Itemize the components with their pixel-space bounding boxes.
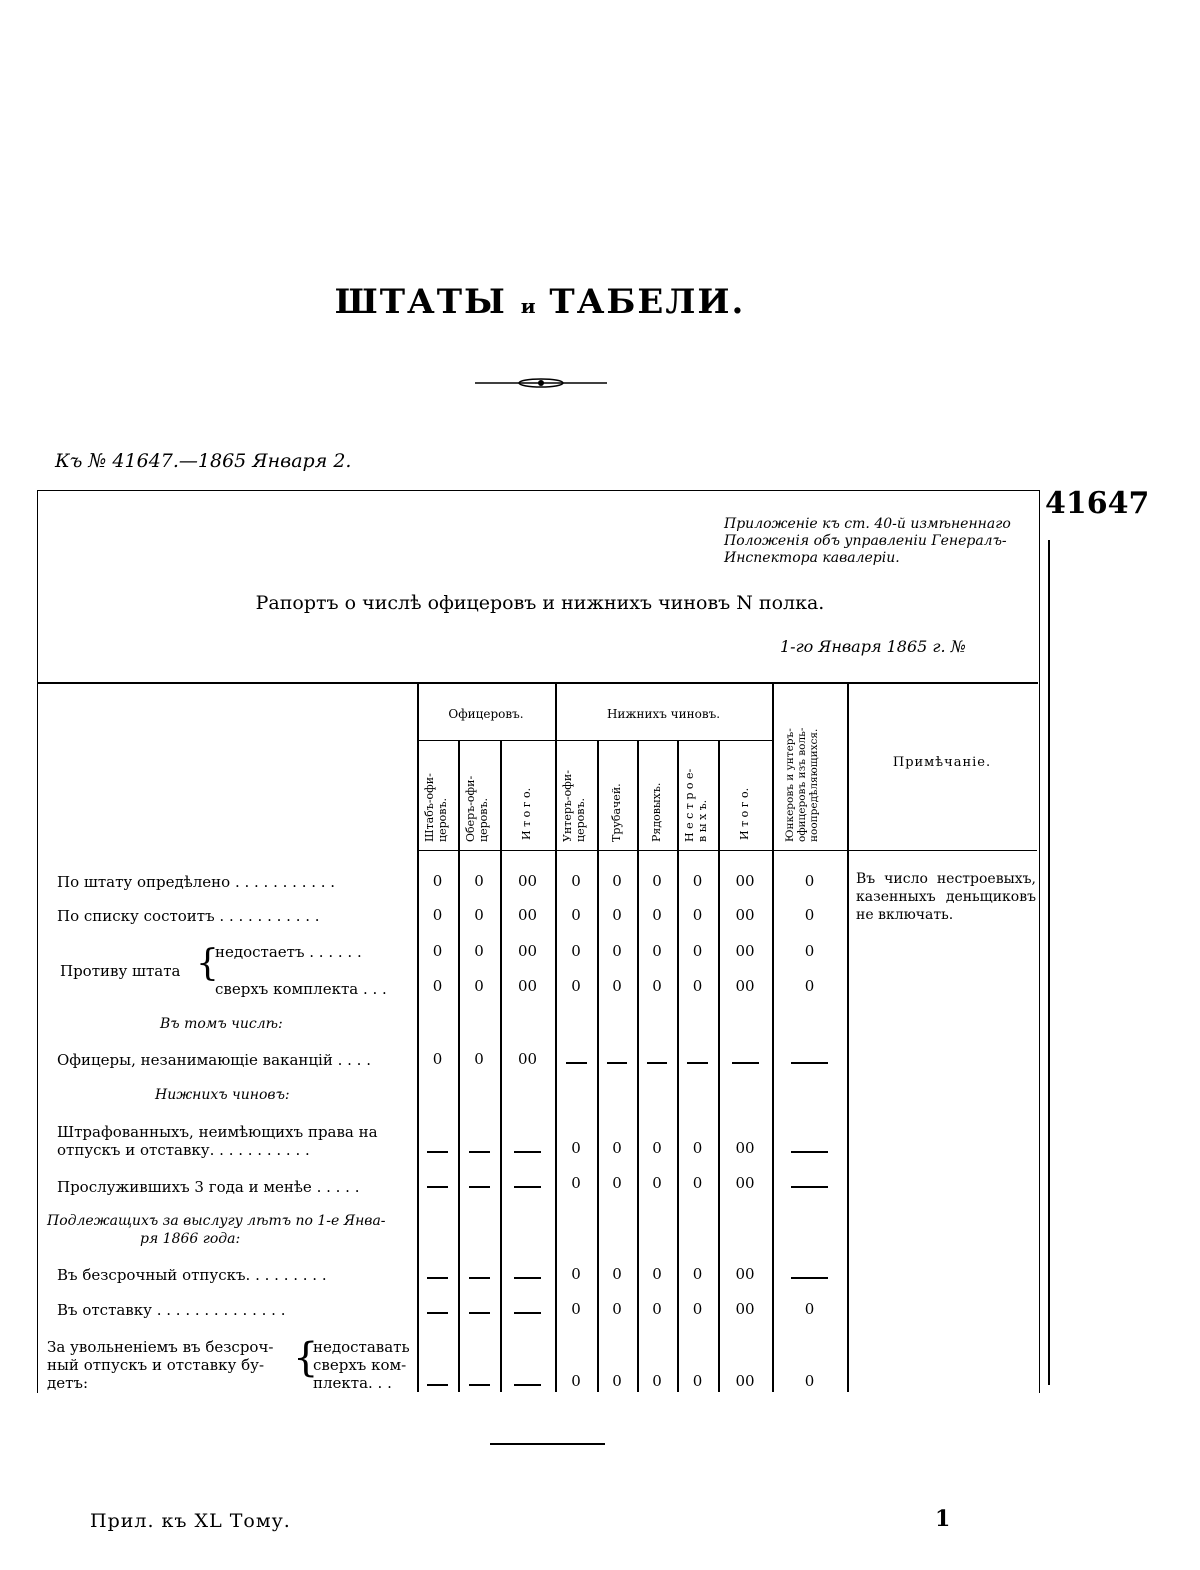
table-cell: 0 bbox=[571, 942, 581, 960]
table-cell: 0 bbox=[612, 942, 622, 960]
column-header-trumpeters: Трубачей. bbox=[610, 783, 623, 842]
table-cell-dash bbox=[514, 1312, 542, 1314]
row-label-by-list: По списку состоитъ . . . . . . . . . . . bbox=[57, 907, 320, 925]
table-cell: 0 bbox=[652, 942, 662, 960]
table-cell: 0 bbox=[692, 977, 703, 995]
table-cell-dash bbox=[647, 1062, 667, 1064]
table-cell-dash bbox=[687, 1062, 708, 1064]
table-cell-dash bbox=[514, 1384, 542, 1386]
table-cell: 00 bbox=[517, 906, 538, 924]
table-cell-dash bbox=[514, 1151, 542, 1153]
row-label-surplus: сверхъ комплекта . . . bbox=[215, 980, 387, 998]
column-header-staff-officers: Штабъ-офи- церовъ. bbox=[423, 773, 449, 842]
footer-rule bbox=[490, 1443, 605, 1445]
table-cell: 0 bbox=[804, 942, 815, 960]
grid-line bbox=[847, 684, 849, 1392]
group-header-officers: Офицеровъ. bbox=[448, 707, 524, 721]
table-cell: 0 bbox=[652, 872, 662, 890]
table-cell: 0 bbox=[692, 1139, 703, 1157]
table-cell: 0 bbox=[571, 1300, 581, 1318]
row-label-by-staff: По штату опредѣлено . . . . . . . . . . . bbox=[57, 873, 336, 891]
table-cell: 0 bbox=[652, 1265, 662, 1283]
row-label-indefinite-leave: Въ безсрочный отпускъ. . . . . . . . . bbox=[57, 1266, 327, 1284]
table-cell: 0 bbox=[804, 1300, 815, 1318]
group-header-lower-ranks: Нижнихъ чиновъ. bbox=[606, 707, 721, 721]
column-header-nco: Унтеръ-офи- церовъ. bbox=[561, 770, 587, 842]
table-cell-dash bbox=[427, 1277, 448, 1279]
table-cell: 0 bbox=[804, 977, 815, 995]
row-label-dismissal-a: За увольненіемъ въ безсроч- bbox=[47, 1338, 274, 1356]
table-cell: 00 bbox=[517, 977, 538, 995]
table-cell-dash bbox=[427, 1312, 448, 1314]
row-label-against-staff: Противу штата bbox=[60, 962, 181, 980]
table-cell: 0 bbox=[652, 906, 662, 924]
table-cell-dash bbox=[791, 1186, 829, 1188]
table-cell-dash bbox=[791, 1151, 829, 1153]
table-cell: 0 bbox=[652, 1300, 662, 1318]
table-cell-dash bbox=[469, 1277, 490, 1279]
table-cell: 0 bbox=[571, 906, 581, 924]
table-cell: 0 bbox=[692, 1372, 703, 1390]
table-cell: 0 bbox=[652, 1372, 662, 1390]
column-header-note: Примѣчаніе. bbox=[892, 755, 992, 770]
page-number: 1 bbox=[935, 1506, 951, 1532]
row-label-dismissal-shortage: недоставать bbox=[313, 1338, 410, 1356]
table-cell-dash bbox=[732, 1062, 759, 1064]
report-date: 1-го Января 1865 г. № bbox=[780, 637, 966, 656]
table-cell-dash bbox=[607, 1062, 627, 1064]
table-cell: 0 bbox=[652, 977, 662, 995]
table-cell: 00 bbox=[735, 906, 755, 924]
table-cell-dash bbox=[427, 1186, 448, 1188]
grid-line bbox=[417, 850, 1037, 851]
table-cell: 0 bbox=[474, 977, 484, 995]
table-cell: 00 bbox=[735, 1139, 755, 1157]
row-label-dismissal-b: ный отпускъ и отставку бу- bbox=[47, 1356, 265, 1374]
table-cell: 0 bbox=[474, 872, 484, 890]
table-cell-dash bbox=[514, 1277, 542, 1279]
table-cell: 0 bbox=[474, 1050, 484, 1068]
note-text: Въ число нестроевыхъ, казенныхъ деньщиковъ не включать. bbox=[856, 871, 1036, 923]
table-cell: 0 bbox=[804, 1372, 815, 1390]
table-cell: 0 bbox=[432, 977, 443, 995]
table-cell: 0 bbox=[571, 977, 581, 995]
row-label-officers-no-vacancy: Офицеры, незанимающіе ваканцій . . . . bbox=[57, 1051, 371, 1069]
column-header-officers-total: И т о г о. bbox=[520, 787, 533, 840]
table-cell: 0 bbox=[432, 906, 443, 924]
table-cell-dash bbox=[427, 1384, 448, 1386]
table-cell: 0 bbox=[804, 872, 815, 890]
row-label-penalized-b: отпускъ и отставку. . . . . . . . . . . bbox=[57, 1141, 310, 1159]
table-cell: 00 bbox=[517, 1050, 538, 1068]
table-cell: 0 bbox=[612, 906, 622, 924]
table-cell-dash bbox=[469, 1312, 490, 1314]
table-cell: 00 bbox=[735, 1372, 755, 1390]
column-header-lower-total: И т о г о. bbox=[738, 787, 751, 840]
grid-line bbox=[677, 740, 679, 1392]
header-rule bbox=[38, 682, 1038, 684]
table-cell: 00 bbox=[735, 1174, 755, 1192]
table-cell-dash bbox=[566, 1062, 587, 1064]
table-cell: 0 bbox=[652, 1174, 662, 1192]
table-cell-dash bbox=[469, 1186, 490, 1188]
table-cell: 0 bbox=[692, 942, 703, 960]
reference-line: Къ № 41647.—1865 Января 2. bbox=[55, 450, 352, 472]
subheading-due-a: Подлежащихъ за выслугу лѣтъ по 1-е Янва- bbox=[47, 1213, 386, 1229]
ornament-divider bbox=[475, 375, 607, 391]
table-cell: 0 bbox=[692, 872, 703, 890]
report-title: Рапортъ о числѣ офицеровъ и нижнихъ чиновъ N полка. bbox=[255, 592, 825, 614]
table-cell-dash bbox=[791, 1277, 829, 1279]
table-cell: 0 bbox=[652, 1139, 662, 1157]
table-cell-dash bbox=[469, 1384, 490, 1386]
row-label-retirement: Въ отставку . . . . . . . . . . . . . . bbox=[57, 1301, 286, 1319]
table-cell: 00 bbox=[517, 942, 538, 960]
table-cell: 0 bbox=[692, 906, 703, 924]
table-cell: 0 bbox=[474, 942, 484, 960]
table-cell-dash bbox=[469, 1151, 490, 1153]
table-cell: 00 bbox=[735, 1300, 755, 1318]
row-label-dismissal-c: детъ: bbox=[47, 1374, 89, 1392]
table-cell: 00 bbox=[735, 942, 755, 960]
table-cell: 0 bbox=[571, 1139, 581, 1157]
column-header-junkers: Юнкеровъ и унтеръ- офицеровъ изъ воль- ноопредѣляющихся. bbox=[784, 727, 820, 842]
grid-line bbox=[417, 684, 419, 1392]
row-label-served-3-years: Прослужившихъ 3 года и менѣе . . . . . bbox=[57, 1178, 360, 1196]
row-label-dismissal-surplus-a: сверхъ ком- bbox=[313, 1356, 407, 1374]
table-cell-dash bbox=[427, 1151, 448, 1153]
grid-line bbox=[555, 684, 557, 1392]
column-header-privates: Рядовыхъ. bbox=[650, 782, 663, 842]
column-header-noncombatants: Н е с т р о е- в ы х ъ. bbox=[683, 768, 709, 842]
table-cell: 0 bbox=[432, 872, 443, 890]
table-cell: 0 bbox=[804, 906, 815, 924]
table-cell: 0 bbox=[612, 1372, 622, 1390]
grid-line bbox=[597, 740, 599, 1392]
page-title: ШТАТЫ и ТАБЕЛИ. bbox=[334, 282, 746, 322]
row-label-penalized-a: Штрафованныхъ, неимѣющихъ права на bbox=[57, 1123, 378, 1141]
column-header-ober-officers: Оберъ-офи- церовъ. bbox=[464, 775, 490, 842]
table-cell-dash bbox=[514, 1186, 542, 1188]
brace-mark: { bbox=[196, 943, 219, 984]
subheading-including: Въ томъ числѣ: bbox=[160, 1016, 283, 1032]
table-cell: 0 bbox=[571, 1174, 581, 1192]
table-cell: 00 bbox=[735, 1265, 755, 1283]
table-cell: 0 bbox=[474, 906, 484, 924]
table-cell: 00 bbox=[735, 872, 755, 890]
table-cell: 0 bbox=[612, 1139, 622, 1157]
brace-mark: { bbox=[293, 1335, 319, 1381]
table-cell: 0 bbox=[612, 1265, 622, 1283]
table-cell: 0 bbox=[571, 1372, 581, 1390]
footer-volume-note: Прил. къ XL Тому. bbox=[90, 1510, 291, 1532]
table-cell: 0 bbox=[432, 1050, 443, 1068]
subheading-lower-ranks: Нижнихъ чиновъ: bbox=[155, 1087, 290, 1103]
row-label-dismissal-surplus-b: плекта. . . bbox=[313, 1374, 392, 1392]
grid-line bbox=[417, 740, 772, 741]
grid-line bbox=[637, 740, 639, 1392]
table-cell: 0 bbox=[432, 942, 443, 960]
grid-line bbox=[718, 740, 720, 1392]
table-cell: 0 bbox=[612, 1174, 622, 1192]
table-cell: 00 bbox=[517, 872, 538, 890]
row-label-shortage: недостаетъ . . . . . . bbox=[215, 943, 362, 961]
table-cell: 0 bbox=[571, 872, 581, 890]
document-number: 41647 bbox=[1045, 486, 1150, 521]
table-cell-dash bbox=[791, 1062, 829, 1064]
table-cell: 0 bbox=[612, 977, 622, 995]
table-cell: 0 bbox=[612, 872, 622, 890]
table-cell: 0 bbox=[692, 1265, 703, 1283]
appendix-note: Приложеніе къ ст. 40-й измѣненнаго Положенія объ управленіи Генералъ- Инспектора кавалеріи. bbox=[724, 516, 1011, 566]
subheading-due-b: ря 1866 года: bbox=[140, 1231, 241, 1247]
outer-rule bbox=[1048, 540, 1050, 1385]
table-cell: 00 bbox=[735, 977, 755, 995]
table-cell: 0 bbox=[612, 1300, 622, 1318]
table-cell: 0 bbox=[571, 1265, 581, 1283]
grid-line bbox=[772, 684, 774, 1392]
table-cell: 0 bbox=[692, 1174, 703, 1192]
table-cell: 0 bbox=[692, 1300, 703, 1318]
